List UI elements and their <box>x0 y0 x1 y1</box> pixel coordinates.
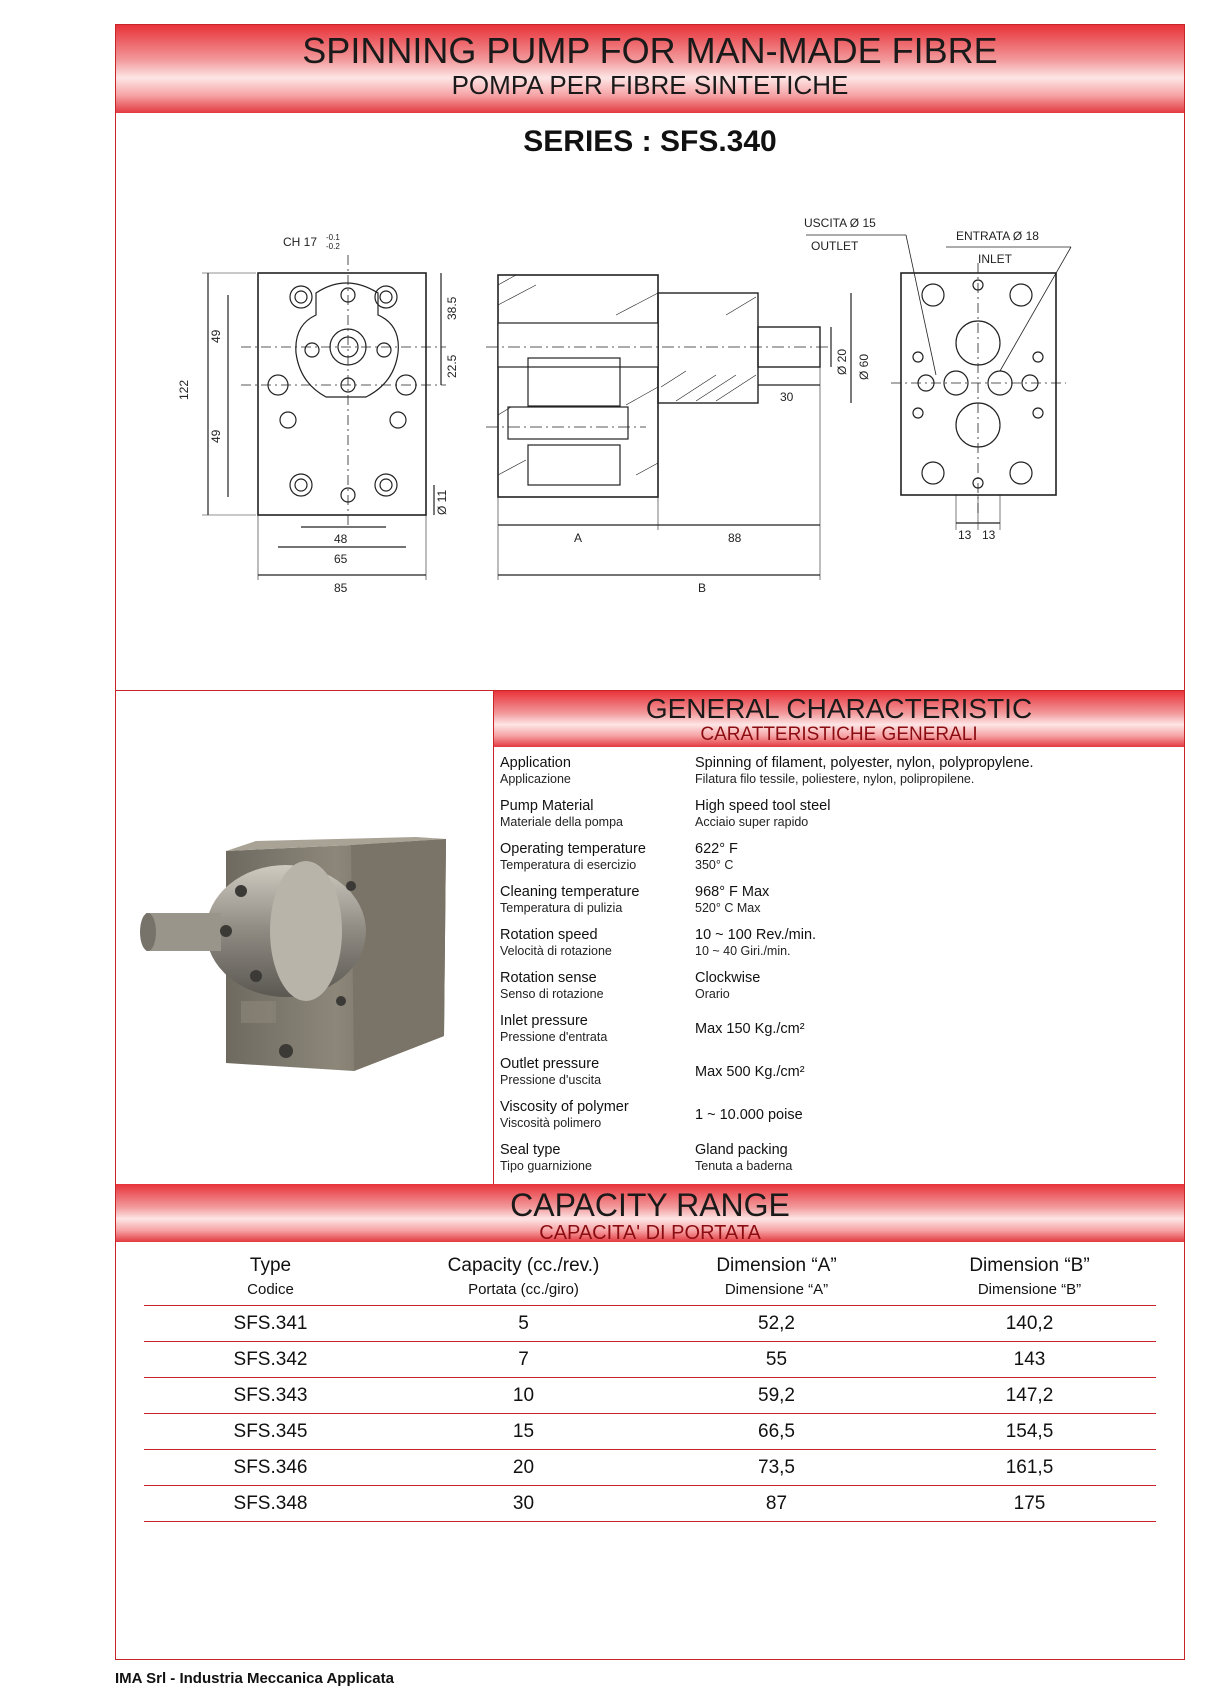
spec-value-it: 520° C Max <box>695 901 761 915</box>
spec-label-it: Senso di rotazione <box>500 987 604 1001</box>
capacity-band <box>116 1184 1184 1242</box>
cell-dim-a: 87 <box>765 1492 788 1514</box>
spec-label-it: Applicazione <box>500 772 571 786</box>
capacity-subtitle: CAPACITA' DI PORTATA <box>539 1222 761 1244</box>
spec-value-it: Orario <box>695 987 730 1001</box>
general-characteristics <box>494 691 1184 1185</box>
dim-13-left: 13 <box>958 528 972 542</box>
spec-label-it: Pressione d'entrata <box>500 1030 608 1044</box>
dim-tol-upper: -0.1 <box>326 233 340 242</box>
section-view <box>486 235 936 580</box>
spec-row-material <box>500 798 1178 841</box>
spec-row-application <box>500 755 1178 798</box>
capacity-title: CAPACITY RANGE <box>510 1187 790 1223</box>
table-row <box>144 1486 1156 1522</box>
spec-row-outlet-pressure <box>500 1056 1178 1099</box>
dim-49-bottom: 49 <box>209 429 223 443</box>
spec-value: Gland packing <box>695 1142 788 1158</box>
cell-dim-a: 66,5 <box>758 1420 795 1442</box>
dim-48: 48 <box>334 532 348 546</box>
header-dim-a: Dimension “A” Dimensione “A” <box>716 1255 837 1298</box>
table-row <box>144 1342 1156 1378</box>
spec-row-viscosity <box>500 1099 1178 1142</box>
technical-drawing <box>116 175 1184 675</box>
cell-type: SFS.342 <box>233 1348 308 1370</box>
spec-label: Application <box>500 755 571 771</box>
header-dim-b: Dimension “B” Dimensione “B” <box>969 1255 1090 1298</box>
spec-value: 968° F Max <box>695 884 770 900</box>
datasheet-frame <box>115 24 1185 1660</box>
cell-capacity: 15 <box>512 1420 535 1442</box>
table-row <box>144 1306 1156 1342</box>
spec-label-it: Tipo guarnizione <box>500 1159 592 1173</box>
spec-list <box>494 747 1184 1185</box>
dim-tol-lower: -0.2 <box>326 242 340 251</box>
footer-company: IMA Srl - Industria Meccanica Applicata <box>115 1670 394 1687</box>
spec-value: Spinning of filament, polyester, nylon, polypropylene. <box>695 755 1034 771</box>
cell-type: SFS.341 <box>233 1312 308 1334</box>
spec-row-operating-temp <box>500 841 1178 884</box>
cell-dim-b: 143 <box>1013 1348 1046 1370</box>
spec-value-it: Tenuta a baderna <box>695 1159 793 1173</box>
cell-dim-b: 154,5 <box>1005 1420 1054 1442</box>
table-row <box>144 1450 1156 1486</box>
spec-label-it: Velocità di rotazione <box>500 944 612 958</box>
spec-label: Viscosity of polymer <box>500 1099 629 1115</box>
spec-label: Cleaning temperature <box>500 884 640 900</box>
spec-value: 622° F <box>695 841 738 857</box>
dim-22-5: 22.5 <box>445 354 459 378</box>
dim-88: 88 <box>728 531 742 545</box>
inlet-en-label: INLET <box>978 252 1013 266</box>
cell-capacity: 30 <box>512 1492 535 1514</box>
spec-label-it: Materiale della pompa <box>500 815 623 829</box>
outlet-en-label: OUTLET <box>811 239 859 253</box>
spec-label: Seal type <box>500 1142 561 1158</box>
spec-label-it: Viscosità polimero <box>500 1116 602 1130</box>
spec-row-cleaning-temp <box>500 884 1178 927</box>
page-title: SPINNING PUMP FOR MAN-MADE FIBRE <box>302 30 998 71</box>
cell-capacity: 20 <box>512 1456 535 1478</box>
spec-value-it: 10 ~ 40 Giri./min. <box>695 944 791 958</box>
dim-38-5: 38.5 <box>445 296 459 320</box>
table-row <box>144 1414 1156 1450</box>
spec-value-it: Acciaio super rapido <box>695 815 809 829</box>
front-view <box>202 255 446 580</box>
dim-d20: Ø 20 <box>835 348 849 375</box>
spec-label: Operating temperature <box>500 841 646 857</box>
cell-type: SFS.343 <box>233 1384 308 1406</box>
cell-dim-b: 140,2 <box>1005 1312 1054 1334</box>
outlet-it-label: USCITA Ø 15 <box>804 216 876 230</box>
spec-label-it: Temperatura di esercizio <box>500 858 637 872</box>
dim-85: 85 <box>334 581 348 595</box>
header-type: Type Codice <box>247 1255 294 1298</box>
cell-dim-b: 147,2 <box>1005 1384 1054 1406</box>
cell-capacity: 5 <box>518 1312 529 1334</box>
table-row <box>144 1378 1156 1414</box>
dim-d11: Ø 11 <box>435 489 449 515</box>
cell-dim-b: 175 <box>1013 1492 1046 1514</box>
pump-photo <box>116 691 493 1184</box>
spec-value: High speed tool steel <box>695 798 831 814</box>
spec-label-it: Pressione d'uscita <box>500 1073 602 1087</box>
spec-label: Outlet pressure <box>500 1056 600 1072</box>
capacity-table <box>144 1253 1156 1522</box>
spec-value-it: Filatura filo tessile, poliestere, nylon, polipropilene. <box>695 772 975 786</box>
dim-13-right: 13 <box>982 528 996 542</box>
spec-label-it: Temperatura di pulizia <box>500 901 623 915</box>
spec-label: Inlet pressure <box>500 1013 588 1029</box>
dim-b: B <box>698 581 707 595</box>
cell-dim-a: 52,2 <box>758 1312 795 1334</box>
cell-dim-b: 161,5 <box>1005 1456 1054 1478</box>
general-title: GENERAL CHARACTERISTIC <box>645 693 1033 724</box>
spec-row-rotation-speed <box>500 927 1178 970</box>
cell-type: SFS.348 <box>233 1492 308 1514</box>
dim-ch17: CH 17 <box>283 235 318 249</box>
dim-d60: Ø 60 <box>857 353 871 380</box>
spec-value: Max 500 Kg./cm² <box>695 1064 805 1080</box>
spec-value: 1 ~ 10.000 poise <box>695 1107 803 1123</box>
title-band <box>116 25 1184 113</box>
spec-label: Pump Material <box>500 798 594 814</box>
dim-65: 65 <box>334 552 348 566</box>
spec-label: Rotation sense <box>500 970 597 986</box>
page-subtitle: POMPA PER FIBRE SINTETICHE <box>451 70 849 100</box>
spec-value: Max 150 Kg./cm² <box>695 1021 805 1037</box>
inlet-it-label: ENTRATA Ø 18 <box>956 229 1039 243</box>
general-band <box>494 691 1184 747</box>
dim-49-top: 49 <box>209 329 223 343</box>
cell-type: SFS.346 <box>233 1456 308 1478</box>
cell-dim-a: 59,2 <box>758 1384 795 1406</box>
header-capacity: Capacity (cc./rev.) Portata (cc./giro) <box>447 1255 600 1298</box>
pump-photo-cell <box>116 691 493 1184</box>
spec-value-it: 350° C <box>695 858 734 872</box>
dim-30: 30 <box>780 390 794 404</box>
series-label: SERIES : SFS.340 <box>523 125 777 158</box>
dim-122: 122 <box>177 379 191 400</box>
cell-capacity: 10 <box>512 1384 535 1406</box>
general-subtitle: CARATTERISTICHE GENERALI <box>700 724 978 745</box>
cell-type: SFS.345 <box>233 1420 308 1442</box>
spec-label: Rotation speed <box>500 927 598 943</box>
spec-value: 10 ~ 100 Rev./min. <box>695 927 817 943</box>
spec-row-seal-type <box>500 1142 1178 1185</box>
spec-row-inlet-pressure <box>500 1013 1178 1056</box>
cell-capacity: 7 <box>518 1348 529 1370</box>
cell-dim-a: 55 <box>765 1348 788 1370</box>
dim-a: A <box>574 531 583 545</box>
spec-row-rotation-sense <box>500 970 1178 1013</box>
cell-dim-a: 73,5 <box>758 1456 795 1478</box>
table-header <box>144 1253 1156 1306</box>
spec-value: Clockwise <box>695 970 761 986</box>
